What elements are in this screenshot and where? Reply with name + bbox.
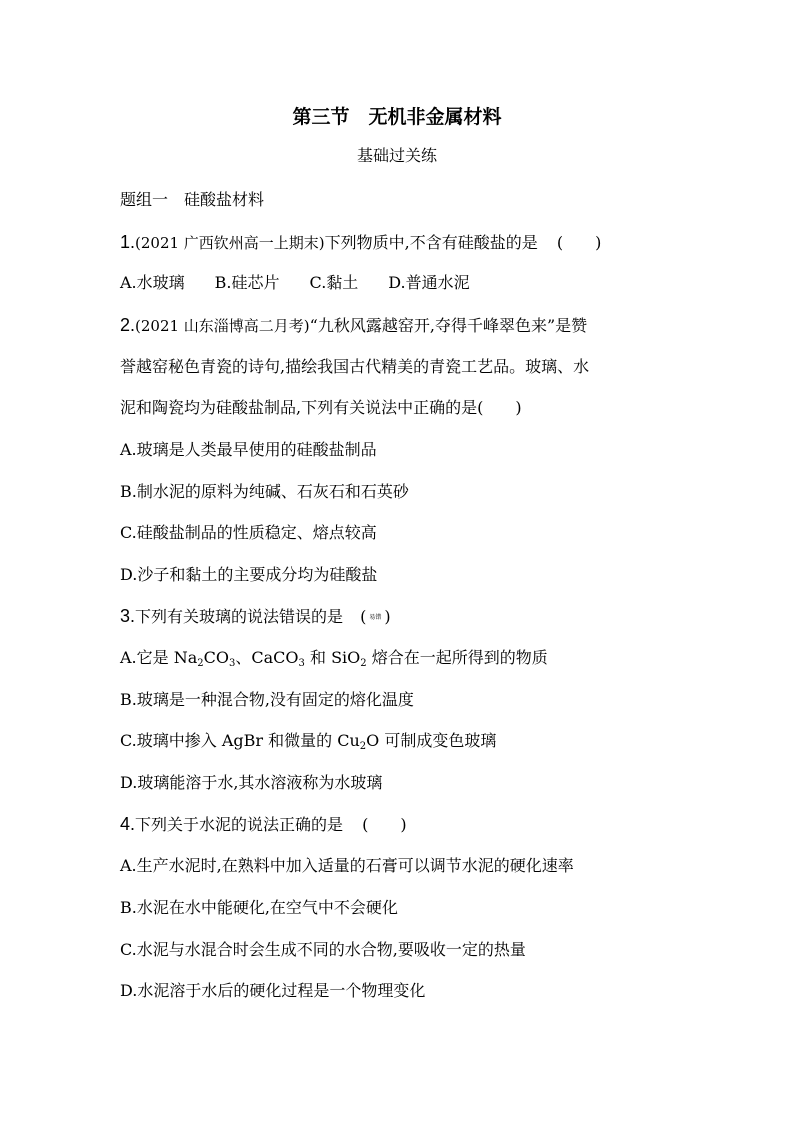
- page-subtitle: 基础过关练: [356, 146, 437, 165]
- question-number: 3.: [120, 606, 136, 626]
- question-2-stem-line-1: [120, 315, 587, 336]
- page-title: 第三节 无机非金属材料: [292, 106, 502, 128]
- question-text: 下列物质中,不含有硅酸盐的是: [324, 233, 538, 252]
- question-1-stem: [120, 232, 601, 253]
- answer-blank: ( ): [477, 398, 522, 417]
- question-number: 4.: [120, 814, 136, 834]
- question-4-option-b: B.水泥在水中能硬化,在空气中不会硬化: [120, 898, 398, 917]
- question-4-option-a: A.生产水泥时,在熟料中加入适量的石膏可以调节水泥的硬化速率: [120, 856, 574, 875]
- question-3-option-b: B.玻璃是一种混合物,没有固定的熔化温度: [120, 690, 414, 709]
- question-text: “九秋风露越窑开,夺得千峰翠色来”是赞: [309, 316, 588, 335]
- question-source: (2021 山东淄博高二月考): [135, 317, 310, 335]
- question-group-heading: 题组一 硅酸盐材料: [120, 190, 265, 209]
- question-text: 下列有关玻璃的说法错误的是: [135, 607, 344, 626]
- question-2-option-d: D.沙子和黏土的主要成分均为硅酸盐: [120, 565, 378, 584]
- error-prone-tag: 易错: [369, 613, 382, 621]
- option-c: C.黏土: [309, 273, 359, 292]
- question-number: 2.: [120, 315, 136, 335]
- question-4-option-c: C.水泥与水混合时会生成不同的水合物,要吸收一定的热量: [120, 940, 526, 959]
- question-2-option-b: B.制水泥的原料为纯碱、石灰石和石英砂: [120, 482, 409, 501]
- question-4-option-d: D.水泥溶于水后的硬化过程是一个物理变化: [120, 981, 426, 1000]
- answer-blank: ( ): [362, 815, 407, 834]
- question-1-options: [120, 273, 470, 293]
- question-3-option-d: D.玻璃能溶于水,其水溶液称为水玻璃: [120, 773, 383, 792]
- option-a: A.水玻璃: [120, 273, 185, 292]
- question-2-option-c: C.硅酸盐制品的性质稳定、熔点较高: [120, 523, 377, 542]
- question-2-stem-line-3: [120, 398, 522, 418]
- answer-blank: ( ): [556, 233, 602, 252]
- question-number: 1.: [120, 232, 136, 252]
- question-3-option-a: A.它是 $Na_2CO_3$、CaCO$_3$ 和 SiO$_2$ 熔合在一起所得到的物质: [120, 648, 548, 669]
- option-b: B.硅芯片: [214, 273, 280, 292]
- answer-blank: ( 易错 ): [360, 607, 391, 626]
- question-2-option-a: A.玻璃是人类最早使用的硅酸盐制品: [120, 440, 377, 459]
- question-2-stem-line-2: 誉越窑秘色青瓷的诗句,描绘我国古代精美的青瓷工艺品。玻璃、水: [120, 357, 590, 376]
- question-3-stem: [120, 606, 391, 628]
- question-3-option-c: C.玻璃中掺入 AgBr 和微量的 $Cu_2O$ 可制成变色玻璃: [120, 731, 497, 752]
- question-4-stem: [120, 814, 407, 835]
- question-text: 泥和陶瓷均为硅酸盐制品,下列有关说法中正确的是: [120, 398, 478, 417]
- option-d: D.普通水泥: [388, 273, 470, 292]
- question-source: (2021 广西钦州高一上期末): [135, 234, 325, 252]
- question-text: 下列关于水泥的说法正确的是: [135, 815, 344, 834]
